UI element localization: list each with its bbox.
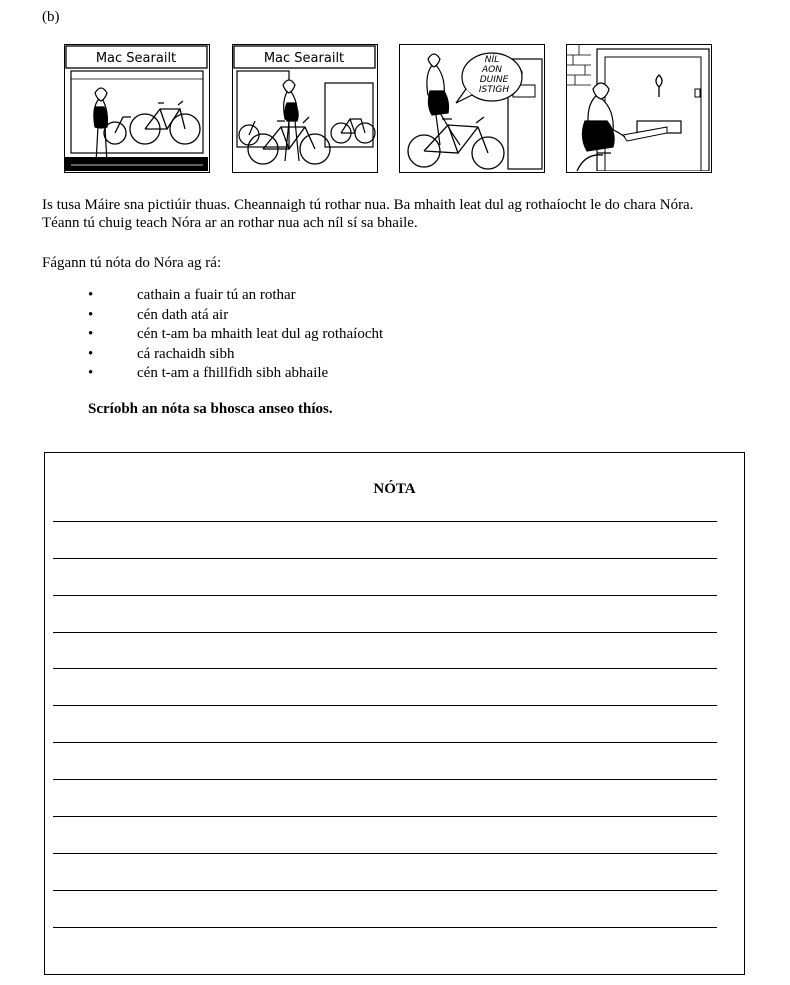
part-label: (b) [42, 9, 60, 25]
speech-bubble-line-1: NÍL [484, 55, 500, 65]
bullet-dot: • [88, 345, 94, 362]
answer-line[interactable] [53, 558, 717, 559]
comic-panel-2 [232, 44, 378, 173]
note-prompt: Fágann tú nóta do Nóra ag rá: [42, 255, 222, 271]
bullet-dot: • [88, 326, 94, 342]
note-answer-box [44, 452, 745, 975]
speech-bubble-line-4: ISTIGH [478, 85, 510, 95]
comic-panel-3 [399, 44, 545, 173]
answer-line[interactable] [53, 632, 717, 633]
note-box-title: NÓTA [373, 481, 416, 497]
intro-line-2: Téann tú chuig teach Nóra ar an rothar nua ach níl sí sa bhaile. [42, 215, 418, 231]
bullet-item: • cathain a fuair tú an rothar [88, 286, 383, 306]
bullet-dot: • [88, 306, 94, 323]
shop-sign-text: Mac Searailt [263, 51, 345, 66]
bullet-item: • cá rachaidh sibh [88, 345, 383, 365]
answer-line[interactable] [53, 816, 717, 817]
answer-line[interactable] [53, 853, 717, 854]
comic-panel-4 [566, 44, 712, 173]
content-bullet-list [88, 286, 383, 384]
answer-line[interactable] [53, 595, 717, 596]
write-instruction: Scríobh an nóta sa bhosca anseo thíos. [88, 401, 333, 417]
bullet-item: • cén t-am ba mhaith leat dul ag rothaíocht [88, 325, 383, 345]
comic-panel-1 [64, 44, 210, 173]
bullet-item: • cén dath atá air [88, 306, 383, 326]
shop-sign-text: Mac Searailt [95, 51, 177, 66]
intro-line-1: Is tusa Máire sna pictiúir thuas. Cheannaigh tú rothar nua. Ba mhaith leat dul ag rothaíocht le do chara Nóra. [42, 197, 694, 213]
speech-bubble-line-3: DUINE [479, 75, 509, 85]
answer-line[interactable] [53, 779, 717, 780]
bullet-dot: • [88, 365, 94, 381]
answer-line[interactable] [53, 705, 717, 706]
answer-line[interactable] [53, 742, 717, 743]
answer-line[interactable] [53, 890, 717, 891]
answer-line[interactable] [53, 668, 717, 669]
bullet-item: • cén t-am a fhillfidh sibh abhaile [88, 364, 383, 384]
bullet-dot: • [88, 287, 94, 303]
answer-line[interactable] [53, 521, 717, 522]
speech-bubble-line-2: AON [482, 65, 502, 75]
answer-line[interactable] [53, 927, 717, 928]
